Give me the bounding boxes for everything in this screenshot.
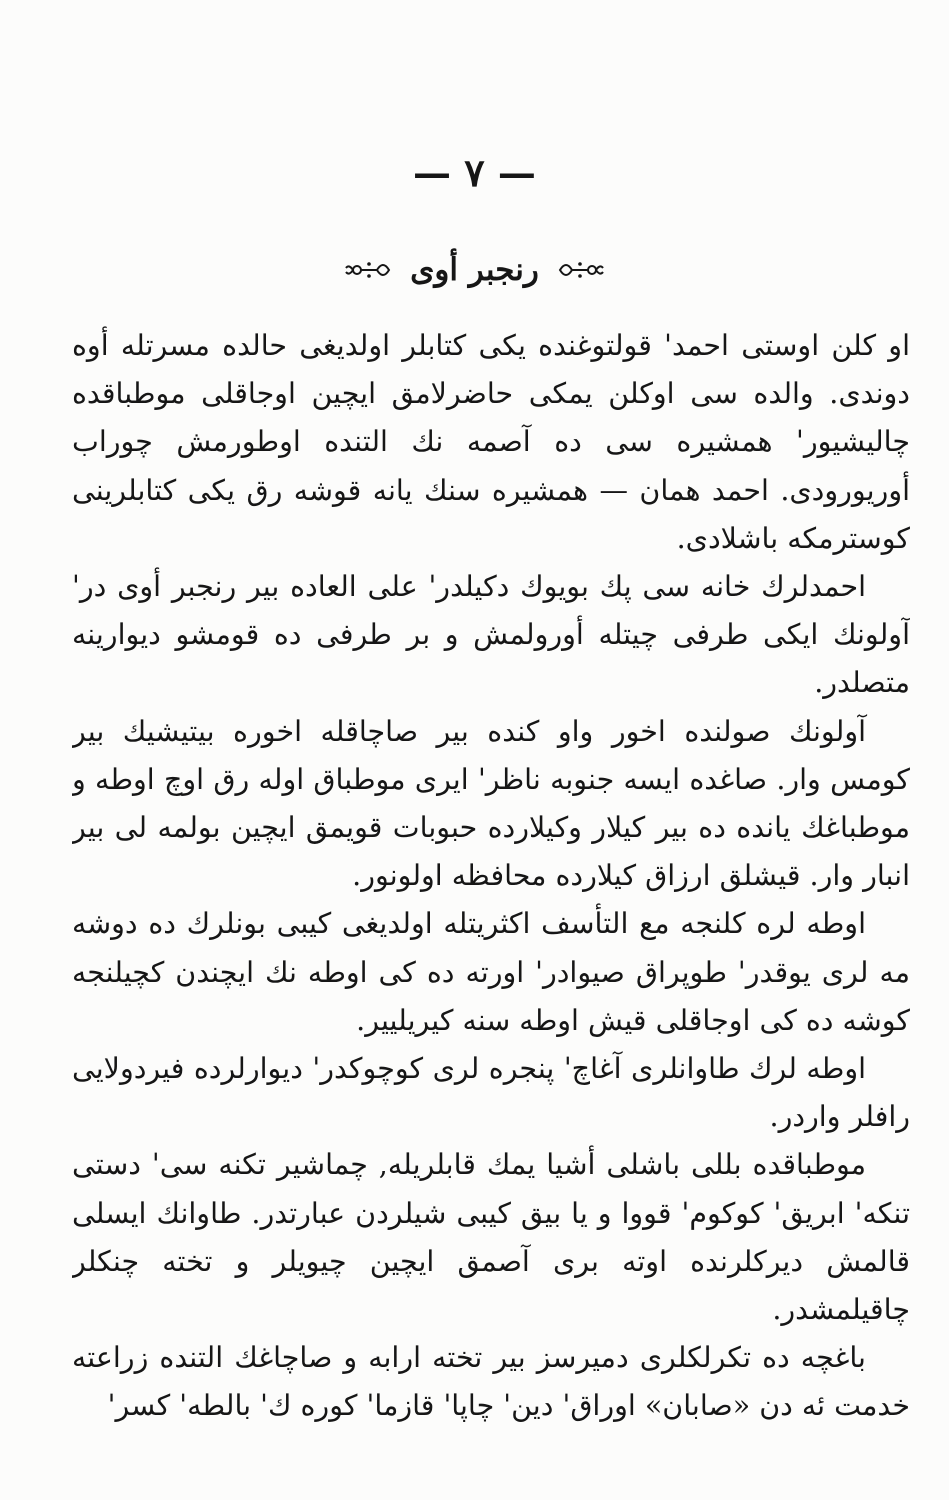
paragraph: موطباقده بللى باشلى أشيا يمك قابلريله, چماشير تكنه سى' دستى تنكه' ابريق' كوكوم' قووا و يا بيق كيبى شيلردن عبارتدر. طاوانك ايسلى قالمش ديركلرنده اوته برى آصمق ايچين چيويلر و تخته چنكلر چاقيلمشدر. (72, 1148, 910, 1327)
chapter-title: رنجبر أوى (410, 252, 539, 288)
chapter-header (0, 252, 949, 288)
paragraph: باغچه ده تكرلكلرى دميرسز بير تخته ارابه و صاچاغك التنده زراعته خدمت ئه دن «صابان» اوراق' دين' چاپا' قازما' كوره ك' بالطه' كسر' (72, 1341, 910, 1423)
paragraph: او كلن اوستى احمد' قولتوغنده يكى كتابلر اولديغى حالده مسرتله أوه دوندى. والده سى اوكلن يمكى حاضرلامق ايچين اوجاقلى موطباقده چاليشيور' همشيره سى ده آصمه نك التنده اوطورمش چوراب أوريورودى. احمد همان — همشيره سنك يانه قوشه رق يكى كتابلرينى كوسترمكه باشلادى. (72, 329, 910, 555)
page-number: — ٧ — (413, 150, 536, 195)
paragraph: احمدلرك خانه سى پك بويوك دكيلدر' على العاده بير رنجبر أوى در' آولونك ايكى طرفى چيتله أورولمش و بر طرفى ده قومشو ديوارينه متصلدر. (72, 570, 910, 700)
paragraph: اوطه لره كلنجه مع التأسف اكثريتله اولديغى كيبى بونلرك ده دوشه مه لرى يوقدر' طوپراق صيوادر' اورته ده كى اوطه نك ايچندن كچيلنجه كوشه ده كى اوجاقلى قيش اوطه سنه كيريليير. (72, 907, 910, 1037)
ornament-icon (345, 258, 391, 282)
paragraph: اوطه لرك طاوانلرى آغاچ' پنجره لرى كوچوكدر' ديوارلرده فيردولايى رافلر واردر. (72, 1052, 910, 1134)
ornament-icon (558, 258, 604, 282)
paragraph: آولونك صولنده اخور واو كنده بير صاچاقله اخوره بيتيشيك بير كومس وار. صاغده ايسه جنوبه ناظر' ايرى موطباق اوله رق اوچ اوطه و موطباغك يانده ده بير كيلار وكيلارده حبوبات قويمق ايچين بولمه لى بير انبار وار. قيشلق ارزاق كيلارده محافظه اولونور. (72, 714, 910, 893)
body-text (72, 322, 910, 1432)
